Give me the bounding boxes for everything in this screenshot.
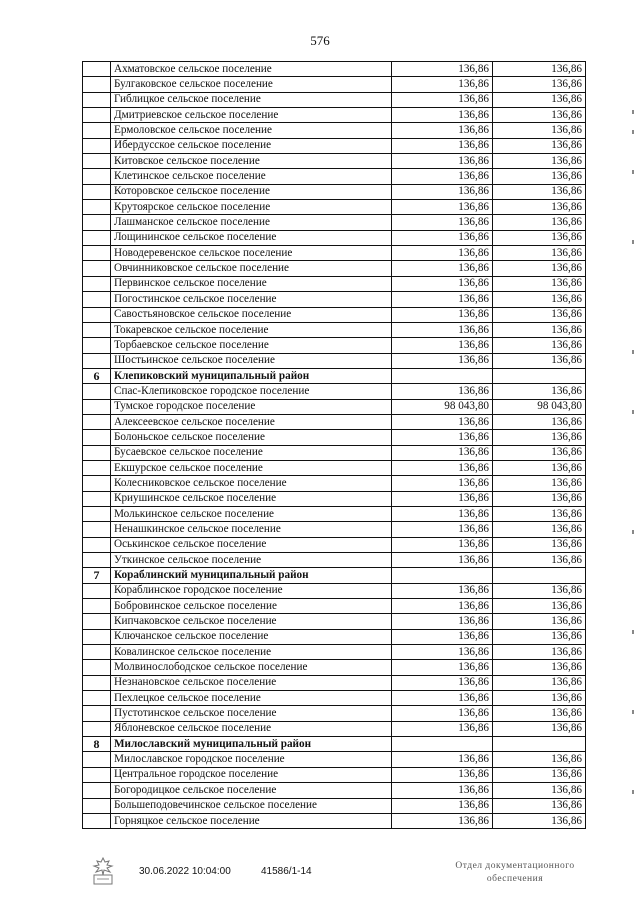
settlement-name-cell: Колесниковское сельское поселение (111, 476, 392, 491)
value-cell-1: 136,86 (392, 645, 493, 660)
settlement-name-cell: Молвинослободское сельское поселение (111, 660, 392, 675)
row-number-cell (83, 645, 111, 660)
row-number-cell (83, 706, 111, 721)
settlement-name-cell: Ненашкинское сельское поселение (111, 522, 392, 537)
table-row (83, 645, 586, 660)
value-cell-2: 136,86 (493, 537, 586, 552)
settlement-name-cell: Торбаевское сельское поселение (111, 338, 392, 353)
value-cell-1: 136,86 (392, 691, 493, 706)
table-row (83, 691, 586, 706)
row-number-cell (83, 476, 111, 491)
settlement-name-cell: Богородицкое сельское поселение (111, 783, 392, 798)
value-cell-2: 136,86 (493, 491, 586, 506)
settlement-name-cell: Лашманское сельское поселение (111, 215, 392, 230)
value-cell-1: 136,86 (392, 230, 493, 245)
value-cell-2: 98 043,80 (493, 399, 586, 414)
table-row (83, 138, 586, 153)
settlement-name-cell: Ермоловское сельское поселение (111, 123, 392, 138)
value-cell-2: 136,86 (493, 767, 586, 782)
row-number-cell (83, 292, 111, 307)
value-cell-1: 136,86 (392, 675, 493, 690)
row-number-cell (83, 813, 111, 828)
table-row (83, 491, 586, 506)
table-body (83, 62, 586, 829)
row-number-cell (83, 414, 111, 429)
row-number-cell (83, 200, 111, 215)
value-cell-1: 136,86 (392, 537, 493, 552)
table-row (83, 522, 586, 537)
value-cell-2: 136,86 (493, 276, 586, 291)
footer (0, 862, 640, 902)
value-cell-1 (392, 737, 493, 752)
value-cell-1: 136,86 (392, 169, 493, 184)
value-cell-1: 136,86 (392, 292, 493, 307)
settlement-name-cell: Булгаковское сельское поселение (111, 77, 392, 92)
value-cell-2: 136,86 (493, 123, 586, 138)
value-cell-1: 136,86 (392, 783, 493, 798)
table-row (83, 414, 586, 429)
settlement-name-cell: Незнановское сельское поселение (111, 675, 392, 690)
district-name-cell: Милославский муниципальный район (111, 737, 392, 752)
row-number-cell: 8 (83, 737, 111, 752)
row-number-cell (83, 108, 111, 123)
settlement-name-cell: Алексеевское сельское поселение (111, 414, 392, 429)
row-number-cell (83, 92, 111, 107)
value-cell-1: 136,86 (392, 123, 493, 138)
value-cell-2: 136,86 (493, 338, 586, 353)
row-number-cell (83, 599, 111, 614)
table-row (83, 783, 586, 798)
settlement-name-cell: Гиблицкое сельское поселение (111, 92, 392, 107)
value-cell-1: 136,86 (392, 384, 493, 399)
row-number-cell (83, 460, 111, 475)
district-row (83, 368, 586, 383)
row-number-cell (83, 691, 111, 706)
table-row (83, 123, 586, 138)
row-number-cell (83, 322, 111, 337)
value-cell-1: 136,86 (392, 491, 493, 506)
settlement-name-cell: Горняцкое сельское поселение (111, 813, 392, 828)
value-cell-2: 136,86 (493, 62, 586, 77)
value-cell-1: 136,86 (392, 62, 493, 77)
table-row (83, 384, 586, 399)
settlement-name-cell: Бобровинское сельское поселение (111, 599, 392, 614)
value-cell-1: 136,86 (392, 721, 493, 736)
settlement-name-cell: Шостьинское сельское поселение (111, 353, 392, 368)
value-cell-1: 136,86 (392, 246, 493, 261)
value-cell-2: 136,86 (493, 614, 586, 629)
settlement-name-cell: Пустотинское сельское поселение (111, 706, 392, 721)
value-cell-2: 136,86 (493, 92, 586, 107)
settlement-name-cell: Криушинское сельское поселение (111, 491, 392, 506)
value-cell-1: 136,86 (392, 414, 493, 429)
value-cell-2: 136,86 (493, 660, 586, 675)
value-cell-1: 136,86 (392, 307, 493, 322)
value-cell-2: 136,86 (493, 798, 586, 813)
table-row (83, 629, 586, 644)
value-cell-1: 136,86 (392, 614, 493, 629)
settlement-name-cell: Новодеревенское сельское поселение (111, 246, 392, 261)
row-number-cell (83, 614, 111, 629)
table-row (83, 276, 586, 291)
value-cell-1: 136,86 (392, 92, 493, 107)
value-cell-2: 136,86 (493, 169, 586, 184)
value-cell-2: 136,86 (493, 138, 586, 153)
row-number-cell (83, 783, 111, 798)
value-cell-1: 136,86 (392, 138, 493, 153)
table-row (83, 77, 586, 92)
settlement-name-cell: Оськинское сельское поселение (111, 537, 392, 552)
table-row (83, 430, 586, 445)
table-row (83, 92, 586, 107)
row-number-cell (83, 798, 111, 813)
settlement-name-cell: Уткинское сельское поселение (111, 553, 392, 568)
value-cell-1: 136,86 (392, 583, 493, 598)
row-number-cell (83, 77, 111, 92)
row-number-cell (83, 506, 111, 521)
value-cell-1 (392, 568, 493, 583)
value-cell-2: 136,86 (493, 108, 586, 123)
value-cell-1: 136,86 (392, 108, 493, 123)
row-number-cell (83, 154, 111, 169)
value-cell-2: 136,86 (493, 414, 586, 429)
value-cell-2: 136,86 (493, 184, 586, 199)
row-number-cell (83, 445, 111, 460)
row-number-cell: 6 (83, 368, 111, 383)
value-cell-1: 136,86 (392, 460, 493, 475)
table-row (83, 798, 586, 813)
table-row (83, 614, 586, 629)
table-row (83, 307, 586, 322)
row-number-cell (83, 123, 111, 138)
value-cell-2: 136,86 (493, 645, 586, 660)
table-row (83, 399, 586, 414)
value-cell-1: 136,86 (392, 445, 493, 460)
table-row (83, 752, 586, 767)
table-row (83, 62, 586, 77)
row-number-cell (83, 246, 111, 261)
value-cell-2: 136,86 (493, 200, 586, 215)
settlement-name-cell: Китовское сельское поселение (111, 154, 392, 169)
settlement-name-cell: Ковалинское сельское поселение (111, 645, 392, 660)
value-cell-2: 136,86 (493, 353, 586, 368)
footer-department-line1: Отдел документационного (455, 861, 575, 871)
value-cell-2: 136,86 (493, 675, 586, 690)
table-row (83, 767, 586, 782)
settlement-name-cell: Яблоневское сельское поселение (111, 721, 392, 736)
value-cell-1: 136,86 (392, 660, 493, 675)
settlement-name-cell: Ключанское сельское поселение (111, 629, 392, 644)
value-cell-2: 136,86 (493, 553, 586, 568)
table-row (83, 230, 586, 245)
settlement-name-cell: Кипчаковское сельское поселение (111, 614, 392, 629)
row-number-cell (83, 522, 111, 537)
table-row (83, 154, 586, 169)
value-cell-2: 136,86 (493, 77, 586, 92)
page-number: 576 (310, 33, 330, 48)
row-number-cell (83, 675, 111, 690)
value-cell-2: 136,86 (493, 430, 586, 445)
settlement-name-cell: Молькинское сельское поселение (111, 506, 392, 521)
allocation-table (82, 61, 586, 829)
settlement-name-cell: Ибердусское сельское поселение (111, 138, 392, 153)
row-number-cell (83, 215, 111, 230)
settlement-name-cell: Тумское городское поселение (111, 399, 392, 414)
settlement-name-cell: Болоньское сельское поселение (111, 430, 392, 445)
settlement-name-cell: Овчинниковское сельское поселение (111, 261, 392, 276)
value-cell-2: 136,86 (493, 522, 586, 537)
emblem-icon (90, 856, 116, 886)
footer-date: 30.06.2022 10:04:00 (139, 866, 231, 877)
row-number-cell (83, 307, 111, 322)
value-cell-2: 136,86 (493, 721, 586, 736)
value-cell-1: 136,86 (392, 215, 493, 230)
value-cell-1: 136,86 (392, 276, 493, 291)
row-number-cell (83, 384, 111, 399)
value-cell-1: 98 043,80 (392, 399, 493, 414)
value-cell-2: 136,86 (493, 506, 586, 521)
table-row (83, 108, 586, 123)
value-cell-2: 136,86 (493, 384, 586, 399)
settlement-name-cell: Пехлецкое сельское поселение (111, 691, 392, 706)
value-cell-2: 136,86 (493, 583, 586, 598)
table-row (83, 292, 586, 307)
table-row (83, 537, 586, 552)
table-row (83, 721, 586, 736)
value-cell-1: 136,86 (392, 322, 493, 337)
value-cell-2 (493, 737, 586, 752)
table-row (83, 200, 586, 215)
settlement-name-cell: Дмитриевское сельское поселение (111, 108, 392, 123)
value-cell-1: 136,86 (392, 813, 493, 828)
settlement-name-cell: Бусаевское сельское поселение (111, 445, 392, 460)
value-cell-1: 136,86 (392, 154, 493, 169)
table-row (83, 169, 586, 184)
footer-department (430, 860, 600, 886)
margin-marks (632, 110, 636, 810)
value-cell-2: 136,86 (493, 292, 586, 307)
row-number-cell (83, 721, 111, 736)
settlement-name-cell: Центральное городское поселение (111, 767, 392, 782)
settlement-name-cell: Клетинское сельское поселение (111, 169, 392, 184)
row-number-cell (83, 353, 111, 368)
table-row (83, 215, 586, 230)
value-cell-2: 136,86 (493, 445, 586, 460)
settlement-name-cell: Ахматовское сельское поселение (111, 62, 392, 77)
value-cell-1: 136,86 (392, 706, 493, 721)
settlement-name-cell: Милославское городское поселение (111, 752, 392, 767)
table-row (83, 246, 586, 261)
row-number-cell (83, 169, 111, 184)
value-cell-1: 136,86 (392, 553, 493, 568)
row-number-cell (83, 338, 111, 353)
settlement-name-cell: Первинское сельское поселение (111, 276, 392, 291)
settlement-name-cell: Савостьяновское сельское поселение (111, 307, 392, 322)
settlement-name-cell: Крутоярское сельское поселение (111, 200, 392, 215)
row-number-cell (83, 230, 111, 245)
value-cell-1: 136,86 (392, 261, 493, 276)
row-number-cell (83, 138, 111, 153)
settlement-name-cell: Токаревское сельское поселение (111, 322, 392, 337)
district-row (83, 737, 586, 752)
value-cell-1: 136,86 (392, 338, 493, 353)
value-cell-1: 136,86 (392, 767, 493, 782)
table-row (83, 460, 586, 475)
table-row (83, 599, 586, 614)
table-row (83, 353, 586, 368)
row-number-cell (83, 491, 111, 506)
row-number-cell (83, 583, 111, 598)
settlement-name-cell: Екшурское сельское поселение (111, 460, 392, 475)
district-name-cell: Клепиковский муниципальный район (111, 368, 392, 383)
value-cell-1: 136,86 (392, 353, 493, 368)
footer-department-line2: обеспечения (486, 874, 544, 884)
district-row (83, 568, 586, 583)
value-cell-2: 136,86 (493, 307, 586, 322)
value-cell-2: 136,86 (493, 476, 586, 491)
table-row (83, 184, 586, 199)
settlement-name-cell: Лощининское сельское поселение (111, 230, 392, 245)
value-cell-2: 136,86 (493, 752, 586, 767)
value-cell-1: 136,86 (392, 77, 493, 92)
value-cell-1: 136,86 (392, 184, 493, 199)
table-row (83, 675, 586, 690)
value-cell-2: 136,86 (493, 246, 586, 261)
settlement-name-cell: Которовское сельское поселение (111, 184, 392, 199)
settlement-name-cell: Кораблинское городское поселение (111, 583, 392, 598)
settlement-name-cell: Спас-Клепиковское городское поселение (111, 384, 392, 399)
value-cell-1: 136,86 (392, 752, 493, 767)
value-cell-2: 136,86 (493, 629, 586, 644)
table-row (83, 506, 586, 521)
value-cell-1: 136,86 (392, 629, 493, 644)
table-row (83, 338, 586, 353)
value-cell-2: 136,86 (493, 783, 586, 798)
value-cell-2: 136,86 (493, 215, 586, 230)
settlement-name-cell: Большеподовечинское сельское поселение (111, 798, 392, 813)
value-cell-1: 136,86 (392, 430, 493, 445)
row-number-cell (83, 399, 111, 414)
value-cell-2: 136,86 (493, 261, 586, 276)
row-number-cell: 7 (83, 568, 111, 583)
table-row (83, 261, 586, 276)
table-row (83, 583, 586, 598)
row-number-cell (83, 430, 111, 445)
value-cell-1: 136,86 (392, 522, 493, 537)
footer-doc-number: 41586/1-14 (261, 866, 312, 877)
district-name-cell: Кораблинский муниципальный район (111, 568, 392, 583)
value-cell-1: 136,86 (392, 200, 493, 215)
row-number-cell (83, 537, 111, 552)
table-row (83, 813, 586, 828)
table-row (83, 660, 586, 675)
value-cell-2 (493, 568, 586, 583)
value-cell-1: 136,86 (392, 599, 493, 614)
row-number-cell (83, 752, 111, 767)
value-cell-2 (493, 368, 586, 383)
value-cell-1: 136,86 (392, 798, 493, 813)
value-cell-1: 136,86 (392, 506, 493, 521)
row-number-cell (83, 261, 111, 276)
row-number-cell (83, 767, 111, 782)
row-number-cell (83, 184, 111, 199)
value-cell-2: 136,86 (493, 813, 586, 828)
value-cell-2: 136,86 (493, 230, 586, 245)
value-cell-2: 136,86 (493, 706, 586, 721)
value-cell-2: 136,86 (493, 154, 586, 169)
row-number-cell (83, 660, 111, 675)
table-row (83, 706, 586, 721)
row-number-cell (83, 553, 111, 568)
row-number-cell (83, 629, 111, 644)
row-number-cell (83, 62, 111, 77)
table-row (83, 445, 586, 460)
value-cell-2: 136,86 (493, 599, 586, 614)
value-cell-2: 136,86 (493, 460, 586, 475)
table-row (83, 476, 586, 491)
value-cell-2: 136,86 (493, 322, 586, 337)
value-cell-2: 136,86 (493, 691, 586, 706)
settlement-name-cell: Погостинское сельское поселение (111, 292, 392, 307)
row-number-cell (83, 276, 111, 291)
value-cell-1: 136,86 (392, 476, 493, 491)
value-cell-1 (392, 368, 493, 383)
table-row (83, 553, 586, 568)
table-row (83, 322, 586, 337)
